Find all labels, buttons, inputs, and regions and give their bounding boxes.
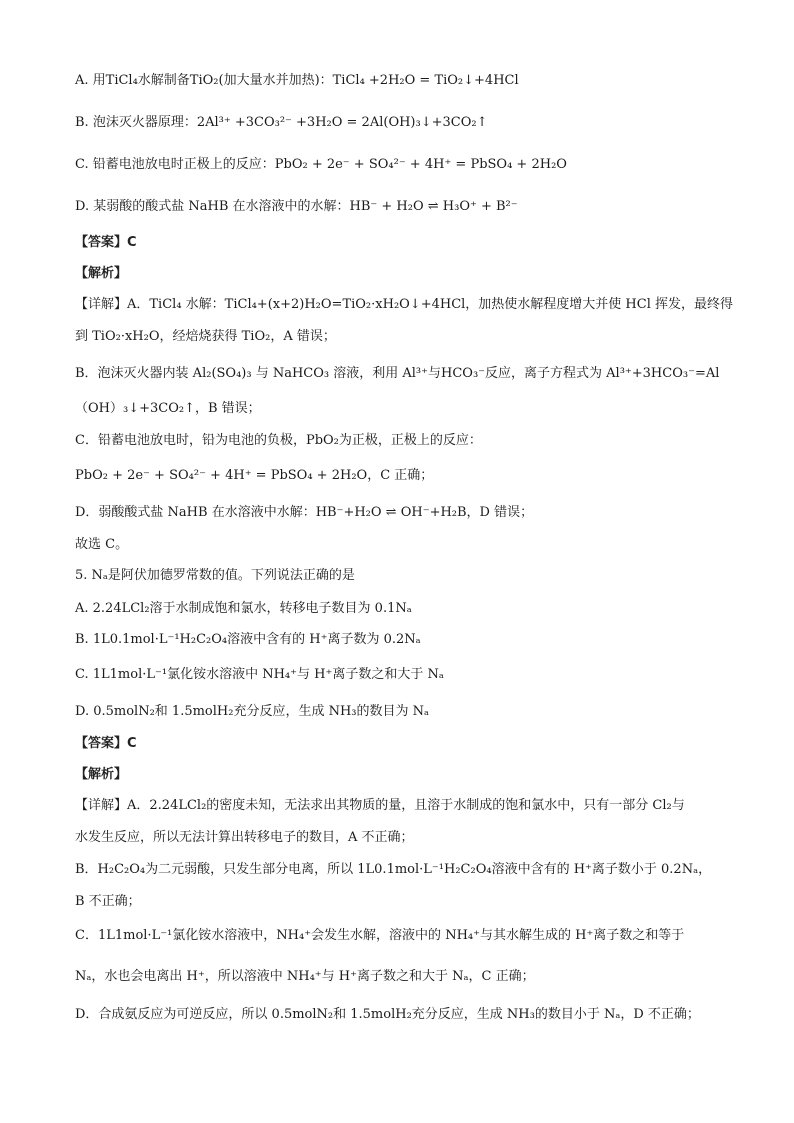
- q5-detail-b-line2: B 不正确；: [75, 894, 141, 909]
- q5-option-b: B. 1L0.1mol·L⁻¹H₂C₂O₄溶液中含有的 H⁺离子数为 0.2Nₐ: [75, 632, 421, 647]
- q5-option-d: D. 0.5molN₂和 1.5molH₂充分反应，生成 NH₃的数目为 Nₐ: [75, 704, 430, 719]
- q5-stem: 5. Nₐ是阿伏加德罗常数的值。下列说法正确的是: [75, 568, 355, 583]
- q5-analysis-heading: 【解析】: [75, 767, 128, 782]
- q4-conclusion: 故选 C。: [75, 537, 129, 552]
- q5-detail-d: D．合成氨反应为可逆反应，所以 0.5molN₂和 1.5molH₂充分反应，生成 NH₃的数目小于 Nₐ，D 不正确；: [75, 1007, 700, 1022]
- q5-option-a: A. 2.24LCl₂溶于水制成饱和氯水，转移电子数目为 0.1Nₐ: [75, 601, 412, 616]
- q4-option-b: B. 泡沫灭火器原理：2Al³⁺ +3CO₃²⁻ +3H₂O = 2Al(OH)₃↓+3CO₂↑: [75, 115, 488, 130]
- q4-option-c: C. 铅蓄电池放电时正极上的反应：PbO₂ + 2e⁻ + SO₄²⁻ + 4H⁺ = PbSO₄ + 2H₂O: [75, 157, 567, 172]
- q5-answer: 【答案】C: [75, 736, 137, 751]
- q4-detail-d: D．弱酸酸式盐 NaHB 在水溶液中水解：HB⁻+H₂O ⇌ OH⁻+H₂B，D 错误；: [75, 505, 534, 520]
- q4-detail-c-line2: PbO₂ + 2e⁻ + SO₄²⁻ + 4H⁺ = PbSO₄ + 2H₂O，C 正确；: [75, 468, 434, 483]
- q4-answer: 【答案】C: [75, 235, 137, 250]
- q4-detail-a-line1: 【详解】A．TiCl₄ 水解：TiCl₄+(x+2)H₂O=TiO₂·xH₂O↓+4HCl，加热使水解程度增大并使 HCl 挥发，最终得: [75, 297, 734, 312]
- q4-detail-c-line1: C．铅蓄电池放电时，铅为电池的负极，PbO₂为正极，正极上的反应：: [75, 433, 482, 448]
- q5-option-c: C. 1L1mol·L⁻¹氯化铵水溶液中 NH₄⁺与 H⁺离子数之和大于 Nₐ: [75, 667, 444, 682]
- q4-detail-a-line2: 到 TiO₂·xH₂O，经焙烧获得 TiO₂，A 错误；: [75, 329, 336, 344]
- q5-detail-a-line1: 【详解】A．2.24LCl₂的密度未知，无法求出其物质的量，且溶于水制成的饱和氯水中，只有一部分 Cl₂与: [75, 798, 685, 813]
- q5-detail-b-line1: B．H₂C₂O₄为二元弱酸，只发生部分电离，所以 1L0.1mol·L⁻¹H₂C₂O₄溶液中含有的 H⁺离子数小于 0.2Nₐ，: [75, 862, 712, 877]
- q4-detail-b-line2: （OH）₃↓+3CO₂↑，B 错误；: [75, 401, 261, 416]
- q5-detail-a-line2: 水发生反应，所以无法计算出转移电子的数目，A 不正确；: [75, 830, 414, 845]
- q4-option-a: A. 用TiCl₄水解制备TiO₂(加大量水并加热)：TiCl₄ +2H₂O = TiO₂↓+4HCl: [75, 73, 519, 88]
- q4-option-d: D. 某弱酸的酸式盐 NaHB 在水溶液中的水解：HB⁻ + H₂O ⇌ H₃O⁺ + B²⁻: [75, 199, 518, 214]
- q5-detail-c-line1: C．1L1mol·L⁻¹氯化铵水溶液中，NH₄⁺会发生水解，溶液中的 NH₄⁺与其水解生成的 H⁺离子数之和等于: [75, 928, 685, 943]
- q5-detail-c-line2: Nₐ，水也会电离出 H⁺，所以溶液中 NH₄⁺与 H⁺离子数之和大于 Nₐ，C 正确；: [75, 969, 535, 984]
- q4-analysis-heading: 【解析】: [75, 266, 128, 281]
- q4-detail-b-line1: B．泡沫灭火器内装 Al₂(SO₄)₃ 与 NaHCO₃ 溶液，利用 Al³⁺与HCO₃⁻反应，离子方程式为 Al³⁺+3HCO₃⁻=Al: [75, 366, 720, 381]
